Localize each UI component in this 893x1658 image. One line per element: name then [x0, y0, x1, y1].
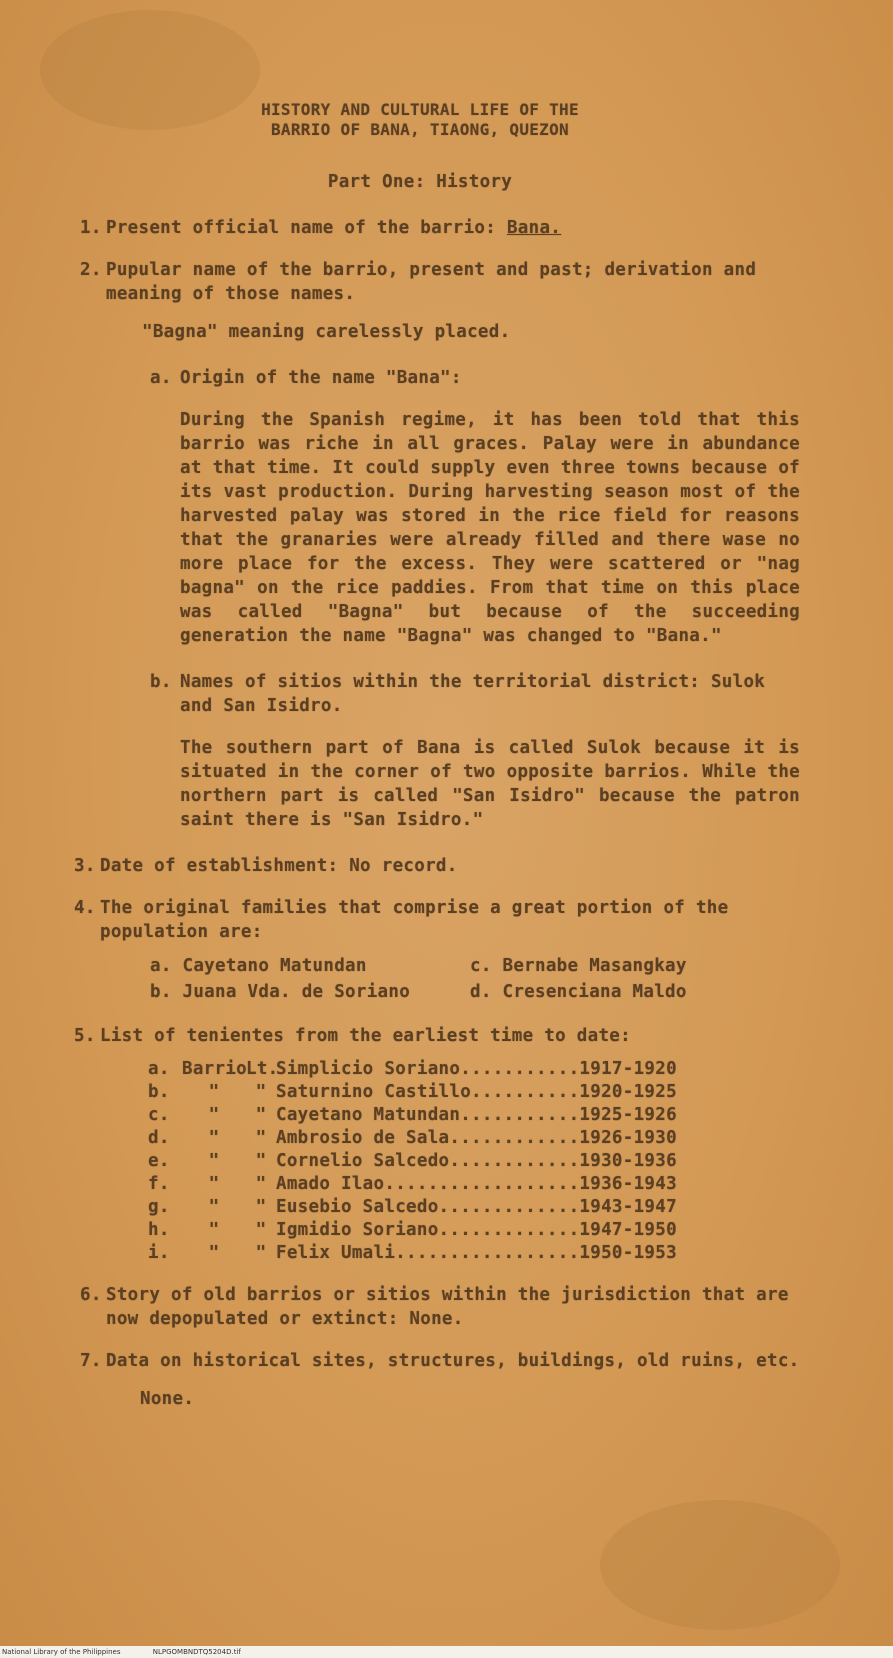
ditto-mark: ": [255, 1197, 267, 1217]
tenientes-list: [148, 1058, 800, 1265]
sub-label: b.: [150, 672, 172, 692]
ditto-mark: ": [255, 1243, 267, 1263]
part-heading: Part One: History: [327, 172, 513, 192]
ditto-mark: ": [208, 1220, 220, 1240]
family-entry: b. Juana Vda. de Soriano: [150, 982, 411, 1002]
row-name-years: Ambrosio de Sala............1926-1930: [276, 1128, 677, 1148]
item-7-answer: None.: [140, 1389, 195, 1409]
item-2a: [150, 366, 800, 390]
item-number: 1.: [80, 218, 102, 238]
item-7: [80, 1349, 800, 1373]
family-entry: c. Bernabe Masangkay: [470, 956, 687, 976]
teniente-row: [148, 1242, 800, 1265]
library-credit: National Library of the Philippines: [2, 1648, 121, 1656]
item-1-question: Present official name of the barrio:: [106, 218, 507, 238]
teniente-row: [148, 1173, 800, 1196]
item-6-text: Story of old barrios or sitios within the jurisdiction that are now depopulated or extinct: None.: [106, 1285, 789, 1329]
barrio-name: Bana.: [506, 218, 562, 238]
teniente-row: [148, 1104, 800, 1127]
teniente-row: [148, 1219, 800, 1242]
teniente-row: [148, 1196, 800, 1219]
item-number: 7.: [80, 1351, 102, 1371]
item-5-text: List of tenientes from the earliest time to date:: [100, 1026, 631, 1046]
row-name-years: Cayetano Matundan...........1925-1926: [276, 1105, 677, 1125]
item-3: [74, 854, 800, 878]
item-2a-text: Origin of the name "Bana":: [180, 368, 462, 388]
row-name-years: Amado Ilao..................1936-1943: [276, 1174, 677, 1194]
ditto-mark: ": [208, 1128, 220, 1148]
ditto-mark: ": [255, 1128, 267, 1148]
teniente-row: [148, 1150, 800, 1173]
item-number: 4.: [74, 898, 96, 918]
item-number: 5.: [74, 1026, 96, 1046]
family-entry: d. Cresenciana Maldo: [470, 982, 687, 1002]
row-letter: c.: [148, 1105, 170, 1125]
ditto-mark: ": [255, 1105, 267, 1125]
ditto-mark: ": [208, 1082, 220, 1102]
row-letter: f.: [148, 1174, 170, 1194]
item-number: 6.: [80, 1285, 102, 1305]
ditto-mark: ": [255, 1174, 267, 1194]
row-name-years: Simplicio Soriano...........1917-1920: [276, 1059, 677, 1079]
row-name-years: Saturnino Castillo..........1920-1925: [276, 1082, 677, 1102]
item-2: [80, 258, 800, 306]
item-5: [74, 1024, 800, 1048]
row-name-years: Felix Umali.................1950-1953: [276, 1243, 677, 1263]
teniente-row: [148, 1081, 800, 1104]
row-letter: g.: [148, 1197, 170, 1217]
item-number: 2.: [80, 260, 102, 280]
item-text: [106, 216, 800, 240]
ditto-mark: ": [255, 1151, 267, 1171]
ditto-mark: ": [255, 1082, 267, 1102]
file-name: NLPGOMBNDTQ5204D.tif: [152, 1648, 241, 1656]
row-letter: d.: [148, 1128, 170, 1148]
ditto-mark: ": [208, 1105, 220, 1125]
title-line-1: HISTORY AND CULTURAL LIFE OF THE: [261, 100, 579, 119]
ditto-mark: ": [255, 1220, 267, 1240]
row-letter: e.: [148, 1151, 170, 1171]
ditto-mark: ": [208, 1197, 220, 1217]
row-title: Barrio: [182, 1059, 248, 1079]
item-2b-text: Names of sitios within the territorial district: Sulok and San Isidro.: [180, 672, 766, 716]
item-1: [80, 216, 800, 240]
row-name-years: Eusebio Salcedo.............1943-1947: [276, 1197, 677, 1217]
origin-paragraph: During the Spanish regime, it has been told that this barrio was riche in all graces. Palay were in abundance at that time. It could supply even three towns because of its vast production. During harvesting season most of the harvested palay was stored in the rice field for reasons that the granaries were already filled and there wase no more place for the excess. They were scattered or "nag bagna" on the rice paddies. From that time on this place was called "Bagna" but because of the succeeding generation the name "Bagna" was changed to "Bana.": [180, 410, 800, 646]
sitios-paragraph: The southern part of Bana is called Sulok because it is situated in the corner of two opposite barrios. While the northern part is called "San Isidro" because the patron saint there is "San Isidro.": [180, 738, 800, 830]
row-name-years: Igmidio Soriano.............1947-1950: [276, 1220, 677, 1240]
item-7-text: Data on historical sites, structures, buildings, old ruins, etc.: [106, 1351, 800, 1371]
item-2b: [150, 670, 800, 718]
paper-stain: [600, 1500, 840, 1630]
teniente-row: [148, 1058, 800, 1081]
row-name-years: Cornelio Salcedo............1930-1936: [276, 1151, 677, 1171]
item-number: 3.: [74, 856, 96, 876]
row-letter: b.: [148, 1082, 170, 1102]
item-4: [74, 896, 800, 944]
scan-footer: [0, 1646, 893, 1658]
row-letter: i.: [148, 1243, 170, 1263]
bagna-meaning: "Bagna" meaning carelessly placed.: [142, 322, 511, 342]
sub-label: a.: [150, 368, 172, 388]
teniente-row: [148, 1127, 800, 1150]
document-body: [74, 100, 800, 1411]
family-entry: a. Cayetano Matundan: [150, 956, 367, 976]
row-letter: a.: [148, 1059, 170, 1079]
item-2-question: Pupular name of the barrio, present and past; derivation and meaning of those names.: [106, 260, 757, 304]
title-line-2: BARRIO OF BANA, TIAONG, QUEZON: [271, 120, 569, 139]
item-4-text: The original families that comprise a great portion of the population are:: [100, 898, 729, 942]
ditto-mark: ": [208, 1243, 220, 1263]
item-6: [80, 1283, 800, 1331]
ditto-mark: ": [208, 1151, 220, 1171]
families-list: [150, 954, 800, 1004]
row-rank: Lt.: [246, 1059, 279, 1079]
item-3-text: Date of establishment: No record.: [100, 856, 458, 876]
row-letter: h.: [148, 1220, 170, 1240]
ditto-mark: ": [208, 1174, 220, 1194]
